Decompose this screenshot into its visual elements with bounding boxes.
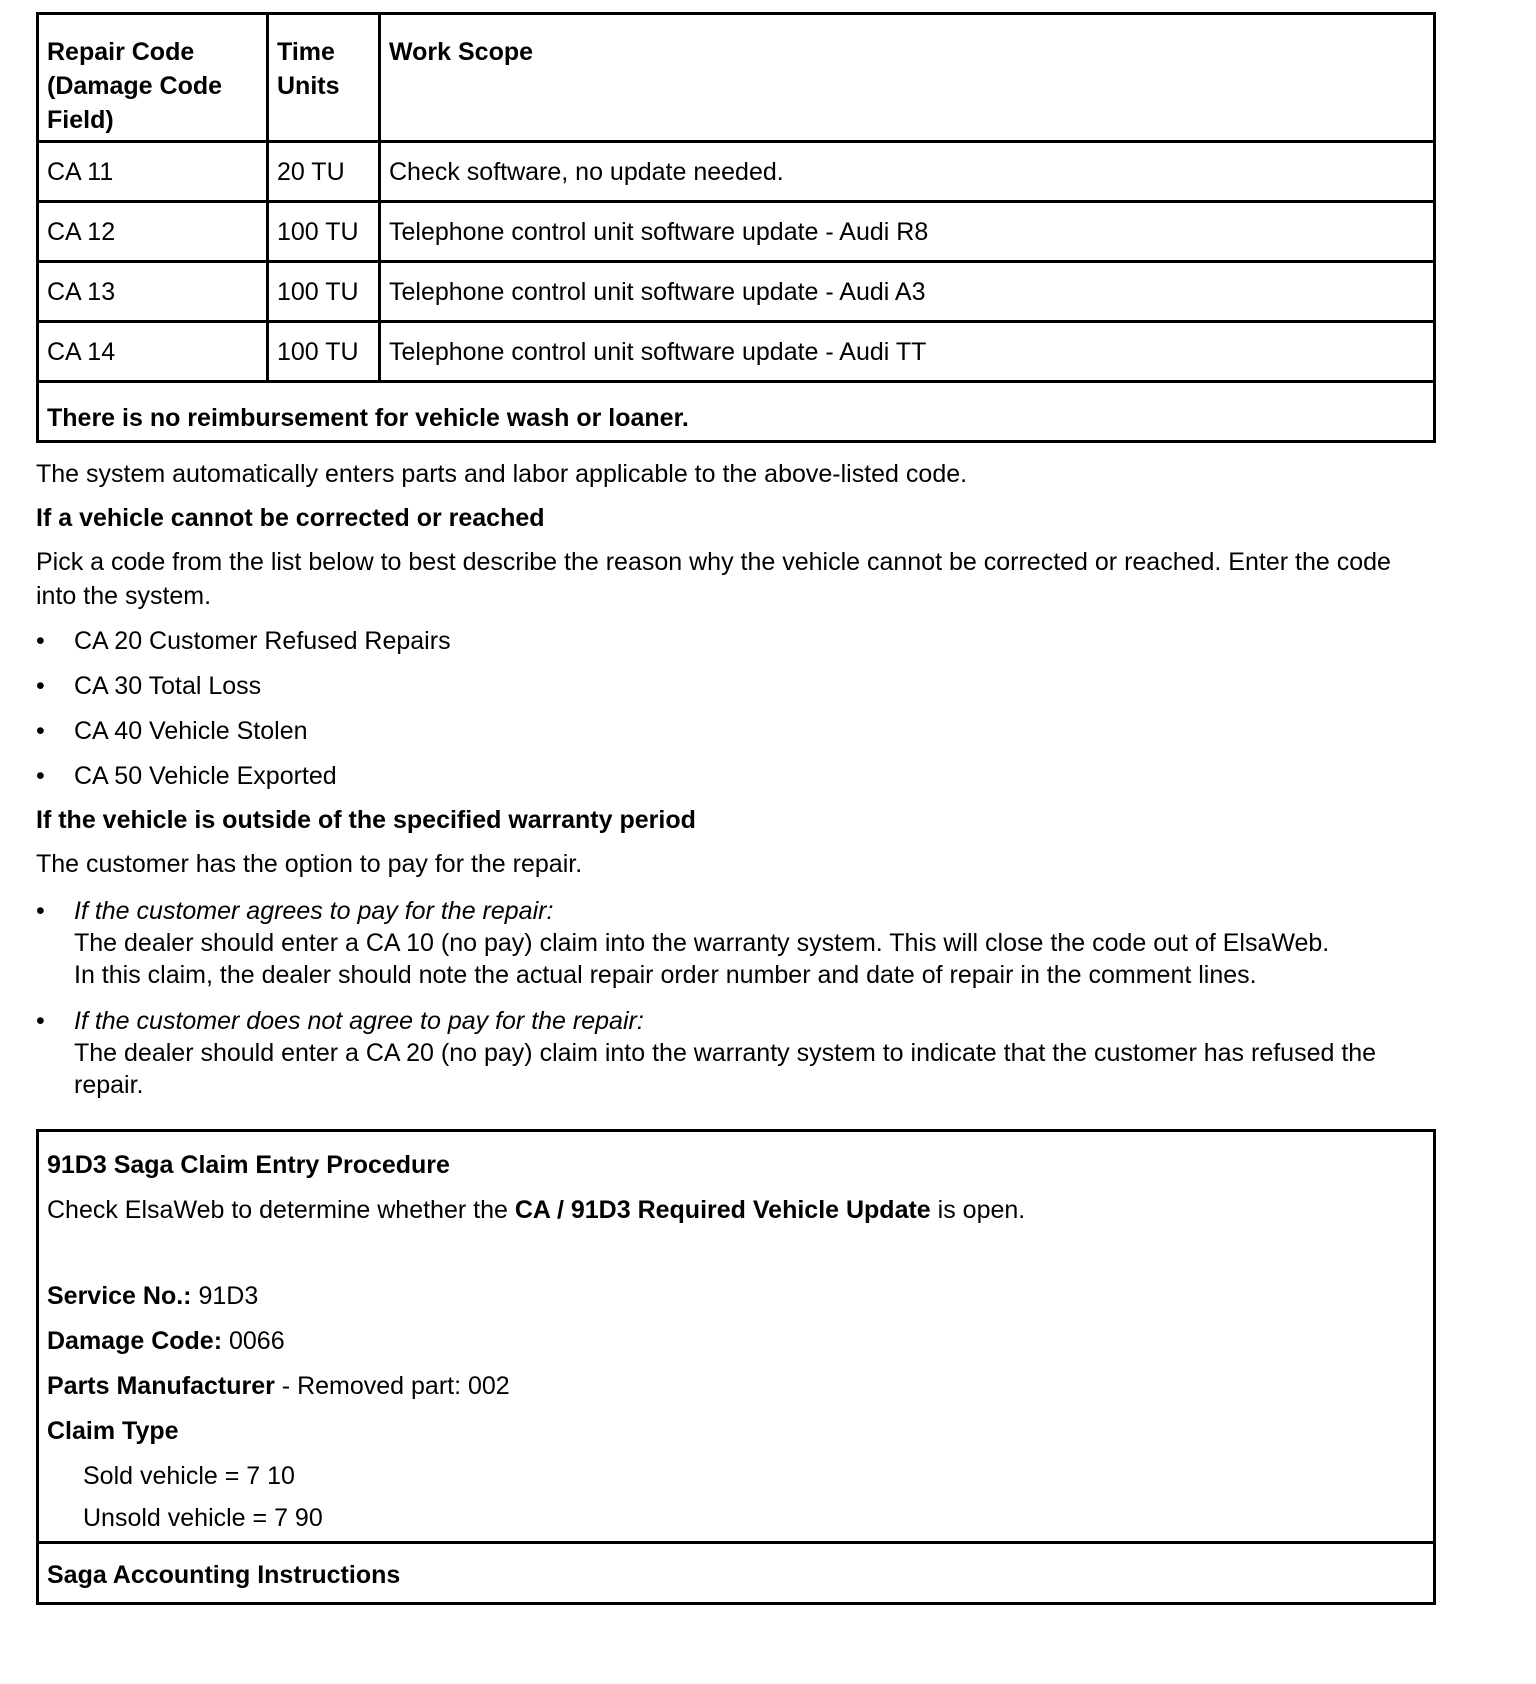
service-value: 91D3 xyxy=(191,1282,259,1310)
cell-time: 100 TU xyxy=(268,202,380,262)
parts-value: - Removed part: 002 xyxy=(274,1372,510,1400)
parts-manufacturer xyxy=(47,1369,1425,1403)
no-reimbursement-note: There is no reimbursement for vehicle wash or loaner. xyxy=(38,382,1435,442)
option-condition: • If the customer does not agree to pay for the repair: xyxy=(74,1007,644,1035)
option-text: The dealer should enter a CA 20 (no pay) claim into the warranty system to indicate that the customer has refused the repair. xyxy=(74,1039,1377,1099)
table-row xyxy=(38,322,1435,382)
not-corrected-heading: If a vehicle cannot be corrected or reached xyxy=(36,504,545,532)
damage-code xyxy=(47,1324,1425,1358)
table-row xyxy=(38,262,1435,322)
list-item: • CA 30 Total Loss xyxy=(36,669,1436,703)
cell-scope: Telephone control unit software update - Audi A3 xyxy=(380,262,1435,322)
option-text: In this claim, the dealer should note the actual repair order number and date of repair in the comment lines. xyxy=(74,961,1257,989)
table-header-row xyxy=(38,14,1435,142)
table-row xyxy=(38,142,1435,202)
cell-scope: Telephone control unit software update - Audi R8 xyxy=(380,202,1435,262)
damage-value: 0066 xyxy=(222,1327,285,1355)
check-prefix: Check ElsaWeb to determine whether the xyxy=(47,1196,515,1224)
header-work-scope: Work Scope xyxy=(380,14,1435,142)
list-item: • CA 50 Vehicle Exported xyxy=(36,759,1436,793)
check-bold: CA / 91D3 Required Vehicle Update xyxy=(514,1196,931,1224)
document-page xyxy=(36,12,1436,1605)
list-item: • CA 40 Vehicle Stolen xyxy=(36,714,1436,748)
claim-type-label: Claim Type xyxy=(47,1417,179,1445)
not-corrected-text: Pick a code from the list below to best describe the reason why the vehicle cannot be corrected or reached. Enter the code into the system. xyxy=(36,548,1391,610)
claim-type-sold: Sold vehicle = 7 10 xyxy=(83,1462,295,1490)
check-suffix: is open. xyxy=(930,1196,1026,1224)
cell-time: 100 TU xyxy=(268,262,380,322)
not-corrected-code-list xyxy=(36,624,1436,793)
list-item xyxy=(36,1005,1436,1101)
cell-scope: Telephone control unit software update - Audi TT xyxy=(380,322,1435,382)
parts-label: Parts Manufacturer xyxy=(47,1372,275,1400)
damage-label: Damage Code: xyxy=(47,1327,223,1355)
claim-type-unsold: Unsold vehicle = 7 90 xyxy=(83,1504,323,1532)
list-item xyxy=(36,895,1436,991)
option-condition: • If the customer agrees to pay for the repair: xyxy=(74,897,554,925)
service-number xyxy=(47,1279,1425,1313)
outside-warranty-heading: If the vehicle is outside of the specified warranty period xyxy=(36,806,696,834)
cell-time: 20 TU xyxy=(268,142,380,202)
saga-check-text xyxy=(47,1193,1425,1227)
option-text: The dealer should enter a CA 10 (no pay) claim into the warranty system. This will close the code out of ElsaWeb. xyxy=(74,929,1330,957)
header-repair-code: Repair Code (Damage Code Field) xyxy=(38,14,268,142)
outside-warranty-text: The customer has the option to pay for the repair. xyxy=(36,850,583,878)
warranty-option-list xyxy=(36,895,1436,1101)
service-label: Service No.: xyxy=(47,1282,192,1310)
list-item: • CA 20 Customer Refused Repairs xyxy=(36,624,1436,658)
table-row xyxy=(38,202,1435,262)
cell-code: CA 12 xyxy=(38,202,268,262)
saga-accounting-heading: Saga Accounting Instructions xyxy=(39,1541,1433,1602)
header-time-units: Time Units xyxy=(268,14,380,142)
cell-time: 100 TU xyxy=(268,322,380,382)
saga-claim-body xyxy=(39,1132,1433,1541)
saga-title: 91D3 Saga Claim Entry Procedure xyxy=(47,1151,450,1179)
cell-code: CA 13 xyxy=(38,262,268,322)
table-note-row xyxy=(38,382,1435,442)
cell-code: CA 11 xyxy=(38,142,268,202)
cell-scope: Check software, no update needed. xyxy=(380,142,1435,202)
repair-code-table xyxy=(36,12,1436,443)
auto-entry-text: The system automatically enters parts and labor applicable to the above-listed code. xyxy=(36,460,968,488)
saga-claim-box xyxy=(36,1129,1436,1605)
cell-code: CA 14 xyxy=(38,322,268,382)
